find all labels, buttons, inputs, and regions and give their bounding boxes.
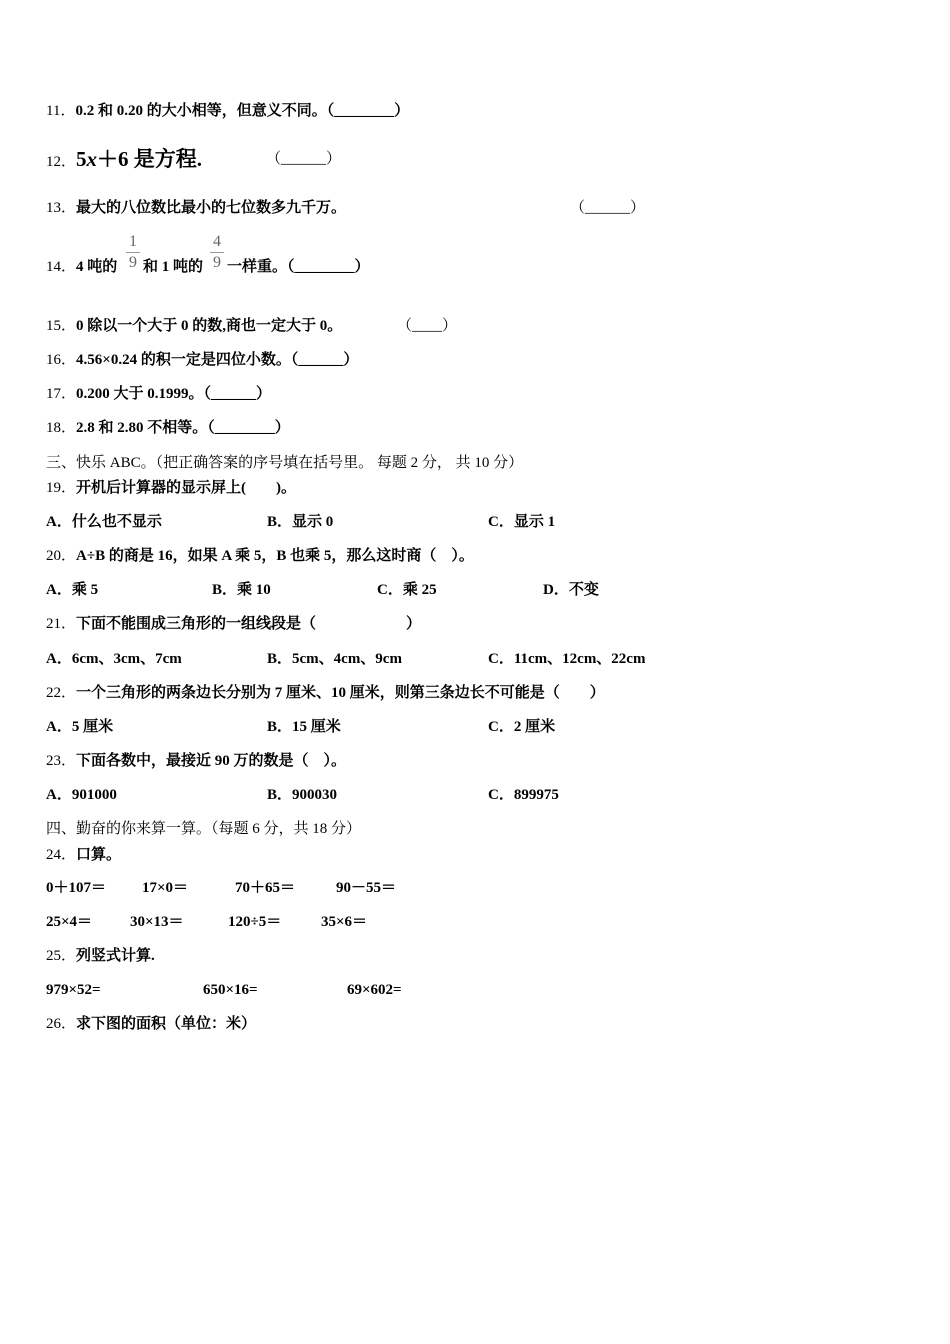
option-a[interactable]: A．乘 5 <box>46 582 99 598</box>
question-25 <box>46 946 155 966</box>
fraction-four-ninths: 4 9 <box>210 233 224 272</box>
option-a[interactable]: A．901000 <box>46 787 117 803</box>
question-number: 23． <box>46 753 77 769</box>
option-d[interactable]: D．不变 <box>543 582 599 598</box>
question-text: 口算。 <box>76 847 122 863</box>
question-number: 12． <box>46 154 77 170</box>
fraction-one-ninth: 1 9 <box>126 233 140 272</box>
calc-item: 25×4＝ <box>46 914 93 930</box>
calc-item: 69×602= <box>347 982 402 998</box>
question-number: 20． <box>46 548 77 564</box>
question-text: 求下图的面积（单位：米） <box>76 1016 257 1032</box>
option-c[interactable]: C．2 厘米 <box>488 719 556 735</box>
question-19 <box>46 478 296 498</box>
question-number: 25． <box>46 948 77 964</box>
question-number: 21． <box>46 616 77 632</box>
question-text: 0 除以一个大于 0 的数,商也一定大于 0。 <box>76 318 343 334</box>
section-heading-3: 三、快乐 ABC。（把正确答案的序号填在括号里。 每题 2 分， 共 10 分） <box>46 455 524 471</box>
question-14 <box>46 257 117 277</box>
option-b[interactable]: B．5cm、4cm、9cm <box>267 651 402 667</box>
answer-blank[interactable]: （____） <box>397 318 458 334</box>
question-text: 最大的八位数比最小的七位数多九千万。 <box>76 200 347 216</box>
question-text: 0.200 大于 0.1999。（______） <box>76 386 272 402</box>
calc-item: 0＋107＝ <box>46 880 107 896</box>
question-16 <box>46 350 358 370</box>
question-number: 17． <box>46 386 77 402</box>
calc-item: 650×16= <box>203 982 258 998</box>
question-text: 下面各数中，最接近 90 万的数是（ ）。 <box>76 753 347 769</box>
equation-expression: 5x＋6 是方程. <box>76 147 203 171</box>
option-c[interactable]: C．显示 1 <box>488 514 556 530</box>
question-number: 18． <box>46 420 77 436</box>
option-a[interactable]: A．什么也不显示 <box>46 514 162 530</box>
question-text-part1: 4 吨的 <box>76 259 118 275</box>
question-17 <box>46 384 271 404</box>
question-number: 11． <box>46 103 76 119</box>
calc-item: 35×6＝ <box>321 914 368 930</box>
question-23 <box>46 751 346 771</box>
option-b[interactable]: B．显示 0 <box>267 514 334 530</box>
question-18 <box>46 418 290 438</box>
option-b[interactable]: B．15 厘米 <box>267 719 341 735</box>
question-text: 列竖式计算. <box>76 948 155 964</box>
question-text: 一个三角形的两条边长分别为 7 厘米、10 厘米，则第三条边长不可能是（ ） <box>76 685 605 701</box>
option-c[interactable]: C．乘 25 <box>377 582 437 598</box>
question-11 <box>46 101 409 121</box>
question-15 <box>46 316 342 336</box>
question-number: 24． <box>46 847 77 863</box>
calc-item: 30×13＝ <box>130 914 184 930</box>
section-heading-4: 四、勤奋的你来算一算。（每题 6 分，共 18 分） <box>46 821 362 837</box>
calc-item: 90－55＝ <box>336 880 397 896</box>
option-b[interactable]: B．900030 <box>267 787 338 803</box>
question-13 <box>46 198 346 218</box>
option-c[interactable]: C．899975 <box>488 787 559 803</box>
question-number: 26． <box>46 1016 77 1032</box>
calc-item: 979×52= <box>46 982 101 998</box>
question-text-part2: 和 1 吨的 <box>143 259 204 275</box>
question-21 <box>46 614 421 634</box>
question-number: 14． <box>46 259 77 275</box>
question-12 <box>46 146 202 175</box>
question-number: 16． <box>46 352 77 368</box>
question-number: 15． <box>46 318 77 334</box>
option-c[interactable]: C．11cm、12cm、22cm <box>488 651 646 667</box>
question-24 <box>46 845 121 865</box>
question-22 <box>46 683 605 703</box>
calc-item: 17×0＝ <box>142 880 189 896</box>
calc-item: 70＋65＝ <box>235 880 296 896</box>
question-26 <box>46 1014 256 1034</box>
answer-blank[interactable]: （______） <box>266 151 342 167</box>
question-text: 0.2 和 0.20 的大小相等，但意义不同。（________） <box>75 103 410 119</box>
question-text: 4.56×0.24 的积一定是四位小数。（______） <box>76 352 359 368</box>
question-text: 2.8 和 2.80 不相等。（________） <box>76 420 290 436</box>
option-a[interactable]: A．5 厘米 <box>46 719 114 735</box>
question-number: 13． <box>46 200 77 216</box>
option-a[interactable]: A．6cm、3cm、7cm <box>46 651 182 667</box>
question-text-part3: 一样重。（________） <box>227 259 370 275</box>
option-b[interactable]: B．乘 10 <box>212 582 271 598</box>
question-20 <box>46 546 474 566</box>
question-number: 19． <box>46 480 77 496</box>
question-text: A÷B 的商是 16，如果 A 乘 5，B 也乘 5，那么这时商（ ）。 <box>76 548 474 564</box>
question-number: 22． <box>46 685 77 701</box>
answer-blank[interactable]: （______） <box>570 200 646 216</box>
question-text: 开机后计算器的显示屏上( )。 <box>76 480 297 496</box>
calc-item: 120÷5＝ <box>228 914 282 930</box>
question-text: 下面不能围成三角形的一组线段是（ ） <box>76 616 422 632</box>
